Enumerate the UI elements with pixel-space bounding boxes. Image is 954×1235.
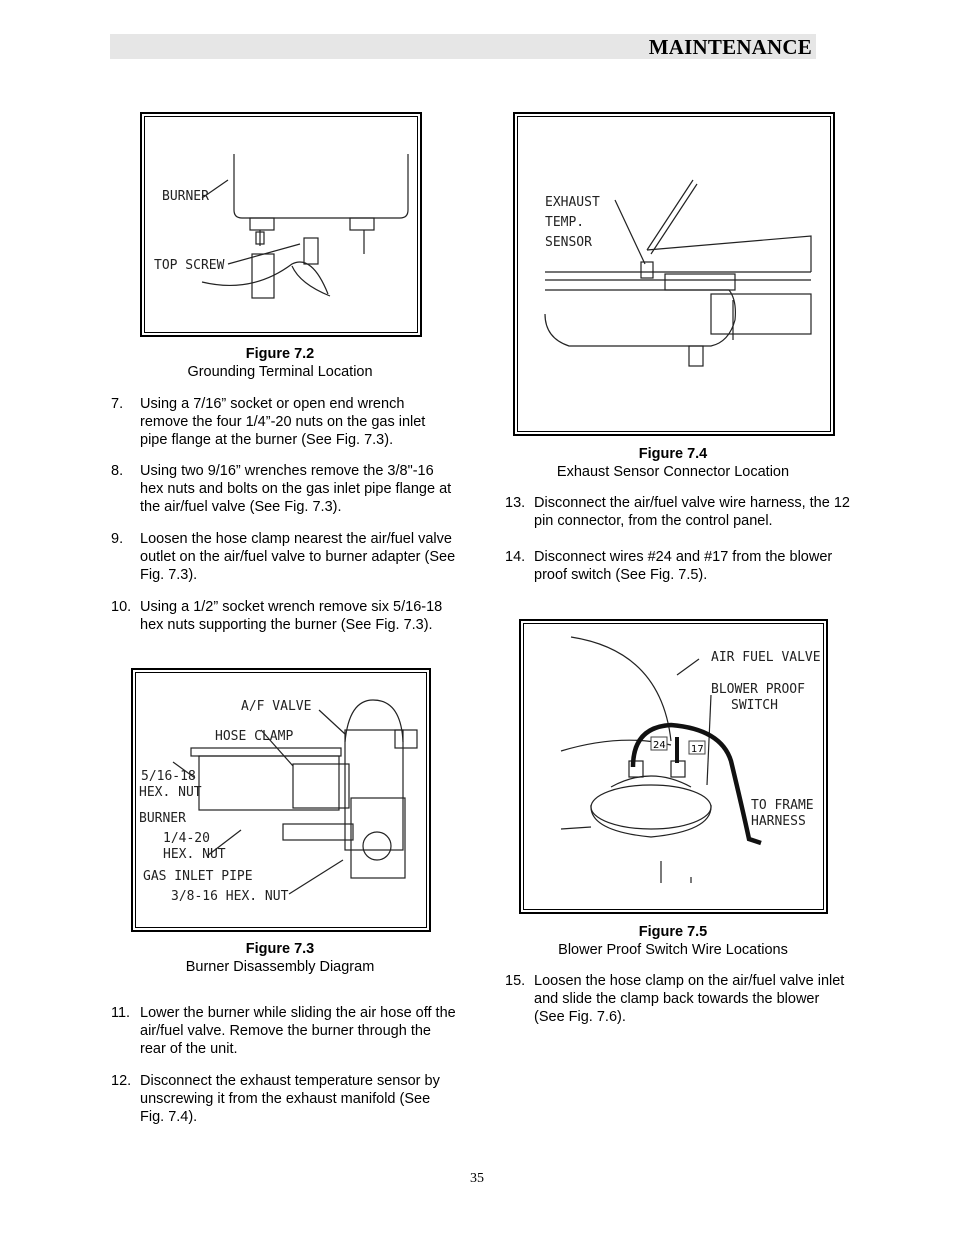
fig75-label-to-frame: TO FRAME <box>751 798 814 813</box>
figure-7-3-image <box>131 668 431 932</box>
step-text: Disconnect the exhaust temperature sensor by unscrewing it from the exhaust manifold (See Fig. 7.4). <box>140 1073 440 1125</box>
step-number: 12. <box>111 1073 132 1089</box>
figure-number: Figure 7.3 <box>245 941 315 957</box>
fig72-label-top-screw: TOP SCREW <box>154 258 225 273</box>
figure-number: Figure 7.5 <box>638 924 708 940</box>
figure-7-5-caption <box>513 923 833 959</box>
fig75-wire-17: 17 <box>691 744 704 755</box>
figure-caption-text: Burner Disassembly Diagram <box>185 959 375 975</box>
step-text: Disconnect wires #24 and #17 from the blower proof switch (See Fig. 7.5). <box>534 549 833 583</box>
figure-caption-text: Blower Proof Switch Wire Locations <box>558 942 788 958</box>
fig75-label-air-fuel: AIR FUEL VALVE <box>711 650 821 665</box>
fig73-label-gas-inlet: GAS INLET PIPE <box>143 869 253 884</box>
figure-7-2-image <box>140 112 422 337</box>
fig75-label-blower: BLOWER PROOF <box>711 682 805 697</box>
fig73-label-nut-5-16: 5/16-18 <box>141 769 196 784</box>
figure-7-4-caption <box>513 445 833 481</box>
fig75-label-switch: SWITCH <box>731 698 778 713</box>
fig74-label-temp: TEMP. <box>545 215 585 230</box>
step-number: 14. <box>505 549 526 565</box>
figure-number: Figure 7.2 <box>245 346 315 362</box>
fig73-label-af-valve: A/F VALVE <box>241 699 312 714</box>
step-number: 11. <box>111 1005 131 1021</box>
fig73-label-nut-1-4: 1/4-20 <box>163 831 210 846</box>
step-text: Loosen the hose clamp nearest the air/fuel valve outlet on the air/fuel valve to burner adapter (See Fig. 7.3). <box>140 531 456 583</box>
figure-number: Figure 7.4 <box>638 446 708 462</box>
figure-caption-text: Grounding Terminal Location <box>187 364 373 380</box>
step-text: Using two 9/16” wrenches remove the 3/8"-16 hex nuts and bolts on the gas inlet pipe flange at the air/fuel valve (See Fig. 7.3). <box>140 463 452 515</box>
step-number: 7. <box>111 396 124 412</box>
page-number: 35 <box>470 1171 484 1186</box>
figure-caption-text: Exhaust Sensor Connector Location <box>556 464 790 480</box>
fig75-label-harness: HARNESS <box>751 814 806 829</box>
figure-7-2-caption <box>140 345 420 381</box>
fig74-label-sensor: SENSOR <box>545 235 592 250</box>
step-number: 9. <box>111 531 124 547</box>
fig72-label-burner: BURNER <box>162 189 209 204</box>
fig74-label-exhaust: EXHAUST <box>545 195 600 210</box>
step-number: 8. <box>111 463 124 479</box>
step-text: Lower the burner while sliding the air hose off the air/fuel valve. Remove the burner through the rear of the unit. <box>140 1005 456 1057</box>
fig73-label-hex-nut: HEX. NUT <box>139 785 202 800</box>
fig75-wire-24: 24 <box>653 740 666 751</box>
step-number: 10. <box>111 599 132 615</box>
step-text: Loosen the hose clamp on the air/fuel valve inlet and slide the clamp back towards the blower (See Fig. 7.6). <box>534 973 845 1025</box>
step-text: Using a 1/2” socket wrench remove six 5/16-18 hex nuts supporting the burner (See Fig. 7.3). <box>140 599 443 633</box>
figure-7-4-image <box>513 112 835 436</box>
step-text: Using a 7/16” socket or open end wrench remove the four 1/4”-20 nuts on the gas inlet pipe flange at the burner (See Fig. 7.3). <box>140 396 426 448</box>
fig73-label-burner: BURNER <box>139 811 186 826</box>
step-number: 13. <box>505 495 526 511</box>
fig73-label-hose-clamp: HOSE CLAMP <box>215 729 294 744</box>
figure-7-5-image <box>519 619 828 914</box>
fig73-label-hex-nut-2: HEX. NUT <box>163 847 226 862</box>
step-number: 15. <box>505 973 526 989</box>
figure-7-3-caption <box>131 940 429 976</box>
header-bar <box>110 34 816 59</box>
step-text: Disconnect the air/fuel valve wire harness, the 12 pin connector, from the control panel. <box>534 495 850 529</box>
fig73-label-nut-3-8: 3/8-16 HEX. NUT <box>171 889 289 904</box>
page-title: MAINTENANCE <box>648 35 812 59</box>
